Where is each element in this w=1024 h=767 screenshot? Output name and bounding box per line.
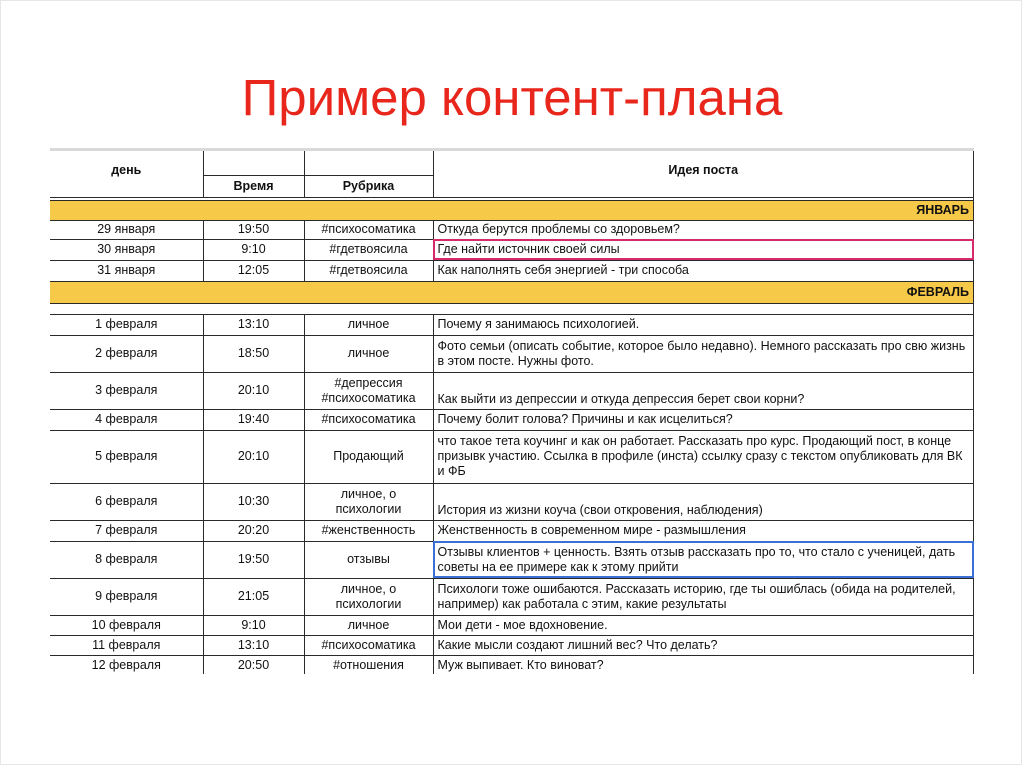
- table-row: [50, 314, 974, 335]
- cell-time: 19:40: [203, 409, 304, 430]
- cell-day: 3 февраля: [50, 372, 203, 409]
- cell-rubric: отзывы: [304, 541, 433, 578]
- cell-day: 7 февраля: [50, 520, 203, 541]
- content-plan-sheet: [50, 148, 974, 674]
- spacer-row: [50, 303, 974, 314]
- cell-time: 20:50: [203, 655, 304, 674]
- cell-idea-selected[interactable]: Где найти источник своей силы: [433, 239, 974, 260]
- cell-rubric: #гдетвоясила: [304, 260, 433, 281]
- table-row: [50, 220, 974, 239]
- cell-idea-active[interactable]: Отзывы клиентов + ценность. Взять отзыв рассказать про то, что стало с ученицей, дать советы на ее примере как к этому прийти: [433, 541, 974, 578]
- month-row-january: [50, 200, 974, 220]
- cell-idea: Женственность в современном мире - размышления: [433, 520, 974, 541]
- col-header-time: Время: [203, 175, 304, 197]
- table-row: [50, 239, 974, 260]
- cell-day: 6 февраля: [50, 483, 203, 520]
- cell-time: 19:50: [203, 541, 304, 578]
- cell-idea: Почему болит голова? Причины и как исцелиться?: [433, 409, 974, 430]
- cell-rubric: #депрессия #психосоматика: [304, 372, 433, 409]
- cell-day: 9 февраля: [50, 578, 203, 615]
- table-row: [50, 655, 974, 674]
- table-row: [50, 409, 974, 430]
- cell-idea: что такое тета коучинг и как он работает. Рассказать про курс. Продающий пост, в конце призывк участию. Ссылка в профиле (инста) ссылку сразу с текстом опубликовать для ВК и ФБ: [433, 430, 974, 483]
- cell-idea: Откуда берутся проблемы со здоровьем?: [433, 220, 974, 239]
- table-row: [50, 615, 974, 635]
- cell-rubric: #психосоматика: [304, 220, 433, 239]
- cell-day: 10 февраля: [50, 615, 203, 635]
- cell-time: 20:10: [203, 430, 304, 483]
- table-row: [50, 578, 974, 615]
- cell-idea: Какие мысли создают лишний вес? Что делать?: [433, 635, 974, 655]
- month-row-february: [50, 281, 974, 303]
- cell-day: 8 февраля: [50, 541, 203, 578]
- table-row: [50, 520, 974, 541]
- cell-rubric: личное: [304, 615, 433, 635]
- cell-rubric: #женственность: [304, 520, 433, 541]
- cell-idea: История из жизни коуча (свои откровения, наблюдения): [433, 483, 974, 520]
- cell-idea: Муж выпивает. Кто виноват?: [433, 655, 974, 674]
- cell-rubric: личное: [304, 335, 433, 372]
- cell-day: 5 февраля: [50, 430, 203, 483]
- cell-rubric: #гдетвоясила: [304, 239, 433, 260]
- cell-time: 9:10: [203, 239, 304, 260]
- cell-rubric: личное: [304, 314, 433, 335]
- month-label-january: ЯНВАРЬ: [50, 200, 974, 220]
- cell-day: 2 февраля: [50, 335, 203, 372]
- cell-rubric: личное, о психологии: [304, 483, 433, 520]
- cell-time: 20:20: [203, 520, 304, 541]
- table-row: [50, 430, 974, 483]
- cell-idea: Фото семьи (описать событие, которое было недавно). Немного рассказать про свю жизнь в этом посте. Нужны фото.: [433, 335, 974, 372]
- cell-idea: Как наполнять себя энергией - три способа: [433, 260, 974, 281]
- cell-time: 13:10: [203, 635, 304, 655]
- col-header-rubric-blank: [304, 151, 433, 175]
- cell-idea: Как выйти из депрессии и откуда депрессия берет свои корни?: [433, 372, 974, 409]
- table-row: [50, 483, 974, 520]
- cell-rubric: #психосоматика: [304, 635, 433, 655]
- cell-time: 20:10: [203, 372, 304, 409]
- cell-day: 1 февраля: [50, 314, 203, 335]
- cell-rubric: #отношения: [304, 655, 433, 674]
- cell-idea: Мои дети - мое вдохновение.: [433, 615, 974, 635]
- col-header-time-blank: [203, 151, 304, 175]
- cell-rubric: #психосоматика: [304, 409, 433, 430]
- header-row-top: [50, 151, 974, 175]
- cell-time: 19:50: [203, 220, 304, 239]
- cell-day: 29 января: [50, 220, 203, 239]
- cell-time: 12:05: [203, 260, 304, 281]
- cell-day: 31 января: [50, 260, 203, 281]
- slide-title: Пример контент-плана: [241, 69, 783, 126]
- table-row: [50, 635, 974, 655]
- cell-day: 4 февраля: [50, 409, 203, 430]
- cell-time: 13:10: [203, 314, 304, 335]
- col-header-idea: Идея поста: [433, 151, 974, 197]
- table-row: [50, 372, 974, 409]
- cell-rubric: личное, о психологии: [304, 578, 433, 615]
- cell-idea: Психологи тоже ошибаются. Рассказать историю, где ты ошиблась (обида на родителей, например) как работала с этим, какие результаты: [433, 578, 974, 615]
- cell-day: 30 января: [50, 239, 203, 260]
- table-row: [50, 335, 974, 372]
- cell-time: 9:10: [203, 615, 304, 635]
- cell-time: 18:50: [203, 335, 304, 372]
- table-row: [50, 260, 974, 281]
- table-row: [50, 541, 974, 578]
- content-plan-table: [50, 151, 974, 674]
- col-header-rubric: Рубрика: [304, 175, 433, 197]
- cell-rubric: Продающий: [304, 430, 433, 483]
- col-header-day: день: [50, 151, 203, 197]
- month-label-february: ФЕВРАЛЬ: [50, 281, 974, 303]
- cell-time: 10:30: [203, 483, 304, 520]
- cell-day: 12 февраля: [50, 655, 203, 674]
- cell-time: 21:05: [203, 578, 304, 615]
- cell-idea: Почему я занимаюсь психологией.: [433, 314, 974, 335]
- cell-day: 11 февраля: [50, 635, 203, 655]
